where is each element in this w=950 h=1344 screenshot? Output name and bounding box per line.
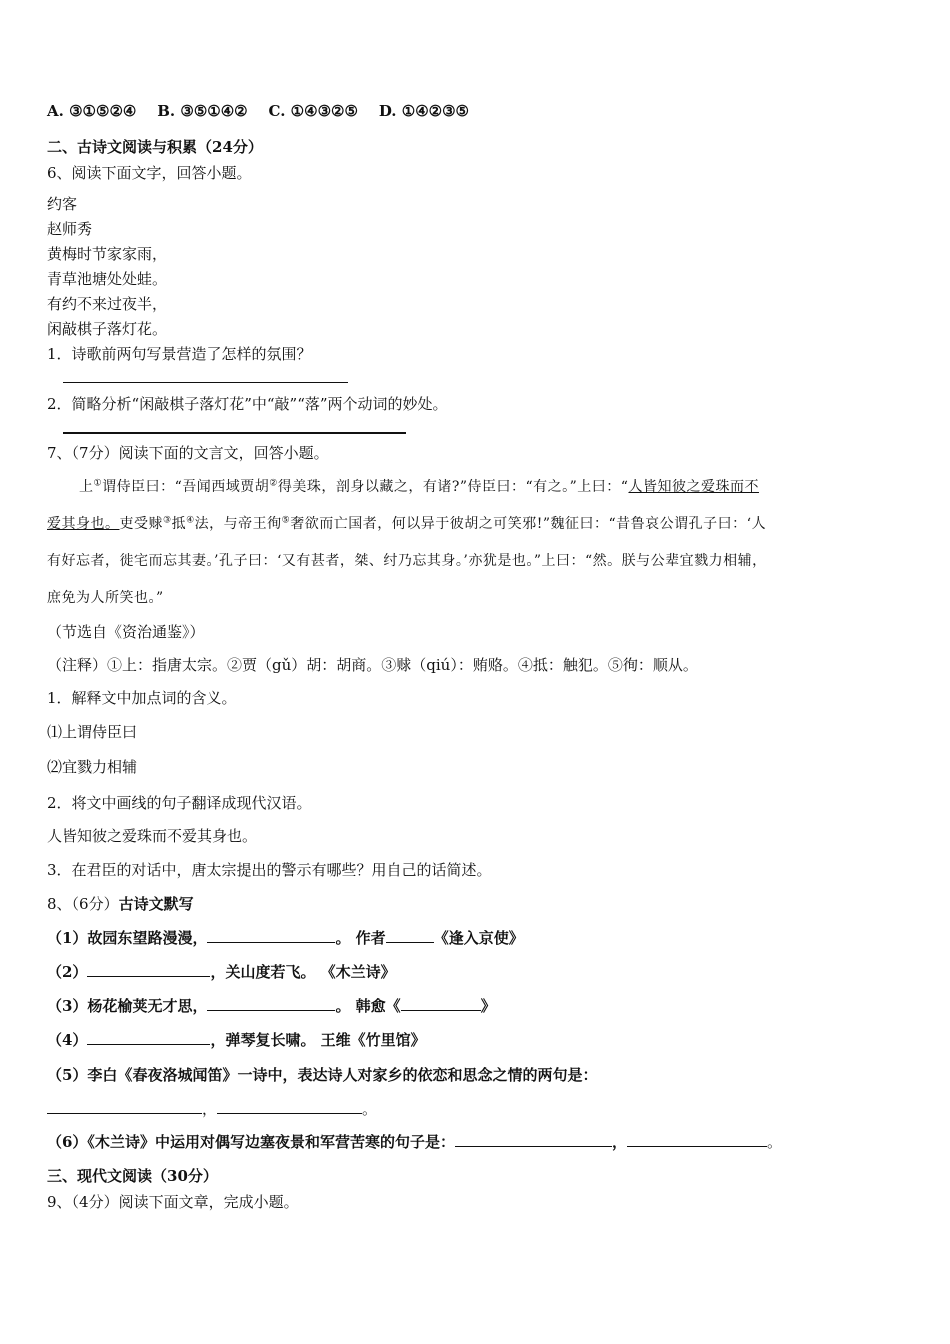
option-c: ①④③②⑤	[290, 102, 358, 120]
q7-sub2: 2．将文中画线的句子翻译成现代汉语。	[47, 794, 312, 812]
q6-prompt: 6、阅读下面文字，回答小题。	[47, 164, 252, 182]
q7-source: （节选自《资治通鉴》）	[47, 623, 205, 641]
fill-blank[interactable]	[386, 928, 434, 943]
classical-text-line: 庶免为人所笑也。”	[47, 590, 164, 606]
poem-author: 赵师秀	[47, 220, 93, 238]
fill-blank[interactable]	[217, 1099, 362, 1114]
q6-sub1: 1．诗歌前两句写景营造了怎样的氛围？	[47, 345, 312, 363]
q6-sub2: 2．简略分析“闲敲棋子落灯花”中“敲”“落”两个动词的妙处。	[47, 395, 448, 413]
q8-line-3: （3）杨花榆荚无才思， 。 韩愈《 》	[47, 997, 496, 1015]
q9-prompt: 9、（4分）阅读下面文章，完成小题。	[47, 1193, 299, 1211]
poem-line: 有约不来过夜半，	[47, 295, 168, 313]
option-c-label: C.	[268, 102, 286, 120]
poem-line: 黄梅时节家家雨，	[47, 245, 168, 263]
option-b: ③⑤①④②	[180, 102, 248, 120]
fill-blank[interactable]	[207, 996, 335, 1011]
section3-heading: 三、现代文阅读（30分）	[47, 1167, 218, 1185]
fill-blank[interactable]	[455, 1132, 612, 1147]
classical-text-line: 上①谓侍臣曰：“吾闻西域贾胡②得美珠，剖身以藏之，有诸?”侍臣曰：“有之。”上曰：“人皆知彼之爱珠而不	[79, 478, 759, 495]
q5-options	[47, 102, 469, 120]
classical-text-line: 爱其身也。吏受赇③抵④法，与帝王徇⑤奢欲而亡国者，何以异于彼胡之可笑邪!”魏征曰：“昔鲁哀公谓孔子曰：‘人	[47, 515, 767, 532]
option-d-label: D.	[378, 102, 397, 120]
section2-heading: 二、古诗文阅读与积累（24分）	[47, 138, 263, 156]
option-d: ①④②③⑤	[401, 102, 469, 120]
fill-blank[interactable]	[627, 1132, 767, 1147]
q7-prompt: 7、（7分）阅读下面的文言文，回答小题。	[47, 444, 329, 462]
q8-line-1: （1）故园东望路漫漫， 。 作者 《逢入京使》	[47, 929, 524, 947]
q8-line-2: （2） ，关山度若飞。 《木兰诗》	[47, 963, 396, 981]
q7-sub1-item: ⑴上谓侍臣曰	[47, 723, 138, 741]
option-b-label: B.	[157, 102, 176, 120]
answer-line[interactable]	[63, 382, 348, 383]
underlined-sentence: 人皆知彼之爱珠而不	[628, 479, 759, 495]
fill-blank[interactable]	[207, 928, 335, 943]
fill-blank[interactable]	[87, 962, 210, 977]
underlined-sentence: 爱其身也。	[47, 516, 120, 532]
q7-sub1: 1．解释文中加点词的含义。	[47, 689, 237, 707]
q8-prompt: 8、（6分）古诗文默写	[47, 895, 194, 913]
poem-line: 青草池塘处处蛙。	[47, 270, 168, 288]
poem-line: 闲敲棋子落灯花。	[47, 320, 168, 338]
fill-blank[interactable]	[47, 1099, 202, 1114]
fill-blank[interactable]	[87, 1030, 210, 1045]
classical-text-line: 有好忘者，徙宅而忘其妻。’孔子曰：‘又有甚者，桀、纣乃忘其身。’亦犹是也。”上曰：“然。朕与公辈宜戮力相辅，	[47, 553, 767, 569]
answer-line[interactable]	[63, 432, 406, 434]
option-a-label: A.	[47, 102, 64, 120]
poem-title: 约客	[47, 195, 78, 213]
q8-line-5: （5）李白《春夜洛城闻笛》一诗中，表达诗人对家乡的依恋和思念之情的两句是：	[47, 1066, 598, 1084]
option-a: ③①⑤②④	[69, 102, 137, 120]
q7-sub1-item: ⑵宜戮力相辅	[47, 758, 138, 776]
q7-sub3: 3．在君臣的对话中，唐太宗提出的警示有哪些？用自己的话简述。	[47, 861, 492, 879]
q7-notes: （注释）①上：指唐太宗。②贾（gǔ）胡：胡商。③赇（qiú）：贿赂。④抵：触犯。⑤徇：顺从。	[47, 656, 698, 674]
q8-line-6: （6）《木兰诗》中运用对偶写边塞夜景和军营苦寒的句子是： ， 。	[47, 1133, 782, 1151]
q8-line-4: （4） ，弹琴复长啸。 王维《竹里馆》	[47, 1031, 426, 1049]
fill-blank[interactable]	[401, 996, 481, 1011]
q7-sub2-sentence: 人皆知彼之爱珠而不爱其身也。	[47, 827, 258, 845]
q8-line-5-answer: ， 。	[47, 1098, 377, 1119]
